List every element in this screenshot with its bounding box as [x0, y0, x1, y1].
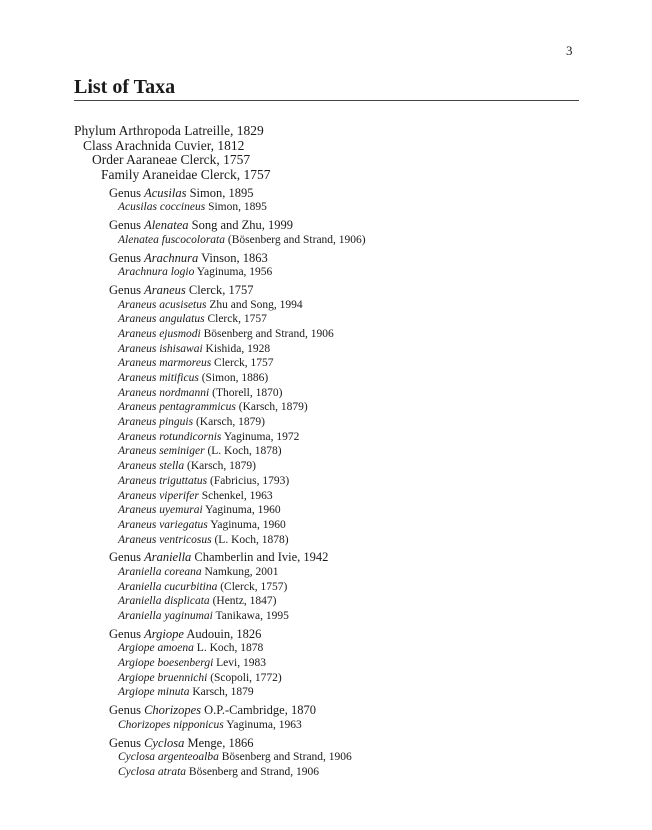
taxon-author: (Karsch, 1879)	[184, 460, 256, 473]
taxon-row	[74, 356, 584, 371]
taxon-author: Yaginuma, 1956	[194, 266, 273, 279]
taxon-rank: Genus	[109, 185, 145, 200]
taxon-name: Araneus	[144, 282, 186, 297]
taxon-name: Araniella coreana	[118, 565, 202, 578]
taxon-rank: Genus	[109, 735, 145, 750]
taxon-name: Araneus mitificus	[118, 372, 199, 384]
title-rule	[74, 100, 579, 101]
taxon-name: Araneus ejusmodi	[118, 327, 201, 340]
taxon-row	[74, 594, 584, 609]
taxon-name: Arachnura	[144, 250, 199, 265]
taxon-author: Clerck, 1757	[204, 313, 267, 326]
taxon-name: Araneus uyemurai	[118, 504, 203, 517]
taxon-name: Araneus rotundicornis	[118, 430, 222, 443]
taxon-author: Audouin, 1826	[183, 626, 262, 641]
taxon-name: Argiope	[144, 626, 184, 641]
taxon-row	[74, 518, 584, 533]
taxon-rank: Order Aaraneae Clerck, 1757	[92, 152, 251, 168]
taxon-row	[74, 580, 584, 595]
taxon-row	[74, 371, 584, 386]
taxon-name: Araneus variegatus	[118, 518, 208, 531]
taxon-name: Cyclosa argenteoalba	[118, 751, 219, 764]
taxon-author: (Bösenberg and Strand, 1906)	[225, 233, 366, 246]
taxon-row	[74, 265, 584, 280]
taxon-author: Chamberlin and Ivie, 1942	[191, 550, 329, 565]
taxon-row	[74, 685, 584, 700]
taxon-author: Clerck, 1757	[185, 282, 254, 297]
taxon-name: Argiope minuta	[118, 686, 190, 699]
taxon-row	[74, 312, 584, 327]
taxon-row	[74, 124, 584, 139]
taxon-name: Araneus ishisawai	[118, 342, 203, 355]
taxon-row	[74, 386, 584, 401]
taxon-rank: Genus	[109, 250, 145, 265]
taxon-author: Namkung, 2001	[201, 565, 279, 578]
taxon-name: Araniella yaginumai	[118, 610, 213, 622]
taxon-row	[74, 327, 584, 342]
taxon-author: Tanikawa, 1995	[212, 610, 289, 622]
taxon-author: (Fabricius, 1793)	[207, 474, 290, 487]
taxon-author: Menge, 1866	[184, 735, 254, 750]
taxon-row	[74, 218, 584, 233]
taxon-author: (L. Koch, 1878)	[211, 533, 289, 546]
taxon-author: (Karsch, 1879)	[235, 401, 308, 414]
taxon-author: Yaginuma, 1963	[223, 718, 302, 731]
taxon-name: Araneus angulatus	[118, 313, 205, 326]
taxon-author: Vinson, 1863	[198, 250, 268, 265]
taxon-row	[74, 656, 584, 671]
taxon-author: Song and Zhu, 1999	[188, 218, 294, 233]
taxon-name: Araneus ventricosus	[118, 533, 212, 546]
taxon-name: Araneus acusisetus	[118, 298, 207, 311]
taxon-row	[74, 233, 584, 248]
taxon-row	[74, 718, 584, 733]
taxon-name: Alenatea fuscocolorata	[118, 233, 225, 246]
taxa-list	[74, 124, 584, 780]
taxon-name: Araneus nordmanni	[118, 386, 210, 399]
taxon-name: Araneus pentagrammicus	[118, 401, 236, 414]
taxon-author: Karsch, 1879	[189, 686, 254, 699]
taxon-name: Argiope boesenbergi	[118, 657, 214, 670]
taxon-rank: Genus	[109, 626, 145, 641]
taxon-row	[74, 430, 584, 445]
taxon-rank: Phylum Arthropoda Latreille, 1829	[74, 123, 264, 138]
taxon-name: Araneus triguttatus	[118, 474, 208, 487]
taxon-name: Araniella cucurbitina	[118, 580, 218, 593]
taxon-row	[74, 503, 584, 518]
taxon-author: Yaginuma, 1960	[207, 518, 286, 531]
taxon-author: Bösenberg and Strand, 1906	[218, 751, 352, 764]
taxon-author: Bösenberg and Strand, 1906	[200, 327, 334, 340]
taxon-row	[74, 444, 584, 459]
taxon-author: (Clerck, 1757)	[217, 580, 288, 593]
taxon-row	[74, 627, 584, 642]
taxon-name: Arachnura logio	[118, 266, 195, 279]
taxon-row	[74, 550, 584, 565]
taxon-row	[74, 671, 584, 686]
taxon-name: Araneus stella	[118, 460, 185, 473]
taxon-row	[74, 342, 584, 357]
page-number: 3	[566, 43, 573, 58]
taxon-row	[74, 200, 584, 215]
taxon-name: Chorizopes nipponicus	[118, 718, 224, 731]
taxon-row	[74, 750, 584, 765]
taxon-row	[74, 153, 584, 168]
taxon-row	[74, 489, 584, 504]
taxon-author: Schenkel, 1963	[198, 489, 273, 502]
taxon-author: (Karsch, 1879)	[193, 416, 265, 429]
taxon-row	[74, 168, 584, 183]
taxon-name: Araneus seminiger	[118, 445, 205, 458]
page-title: List of Taxa	[74, 76, 176, 98]
taxon-name: Araniella	[144, 550, 192, 565]
taxon-rank: Genus	[109, 550, 145, 565]
taxon-author: (Hentz, 1847)	[209, 595, 277, 608]
taxon-author: Bösenberg and Strand, 1906	[186, 765, 320, 778]
taxon-row	[74, 565, 584, 580]
taxon-author: (L. Koch, 1878)	[204, 445, 282, 458]
taxon-name: Chorizopes	[144, 703, 202, 718]
taxon-row	[74, 609, 584, 624]
taxon-name: Acusilas coccineus	[118, 201, 206, 214]
taxon-author: Clerck, 1757	[211, 357, 274, 370]
taxon-name: Araneus viperifer	[118, 489, 199, 502]
taxon-name: Acusilas	[144, 185, 187, 200]
taxon-name: Araneus marmoreus	[118, 357, 212, 370]
taxon-row	[74, 283, 584, 298]
taxon-author: Yaginuma, 1972	[221, 430, 300, 443]
taxon-author: (Scopoli, 1772)	[207, 671, 282, 684]
taxon-author: Levi, 1983	[213, 657, 266, 670]
taxon-row	[74, 298, 584, 313]
taxon-rank: Genus	[109, 282, 145, 297]
taxon-row	[74, 533, 584, 548]
taxon-row	[74, 415, 584, 430]
taxon-name: Cyclosa atrata	[118, 765, 187, 778]
taxon-rank: Genus	[109, 218, 145, 233]
taxon-row	[74, 251, 584, 266]
taxon-author: Kishida, 1928	[202, 342, 271, 355]
taxon-name: Argiope amoena	[118, 642, 194, 655]
taxon-author: L. Koch, 1878	[193, 642, 264, 655]
taxon-name: Cyclosa	[144, 735, 185, 750]
taxon-row	[74, 736, 584, 751]
taxon-rank: Class Arachnida Cuvier, 1812	[83, 137, 245, 153]
taxon-row	[74, 139, 584, 154]
taxon-row	[74, 186, 584, 201]
taxon-row	[74, 474, 584, 489]
taxon-row	[74, 641, 584, 656]
taxon-author: Zhu and Song, 1994	[206, 298, 303, 311]
taxon-author: Yaginuma, 1960	[202, 504, 281, 517]
taxon-row	[74, 703, 584, 718]
taxon-name: Alenatea	[144, 218, 189, 233]
taxon-name: Argiope bruennichi	[118, 671, 208, 684]
taxon-row	[74, 400, 584, 415]
taxon-author: O.P.-Cambridge, 1870	[201, 703, 316, 718]
taxon-author: (Simon, 1886)	[198, 372, 269, 384]
taxon-rank: Genus	[109, 703, 145, 718]
taxon-row	[74, 459, 584, 474]
taxon-author: Simon, 1895	[186, 185, 254, 200]
taxon-rank: Family Araneidae Clerck, 1757	[101, 167, 271, 183]
taxon-row	[74, 765, 584, 780]
taxon-author: Simon, 1895	[205, 201, 267, 214]
taxon-author: (Thorell, 1870)	[209, 386, 283, 399]
taxon-name: Araniella displicata	[118, 595, 210, 608]
taxon-name: Araneus pinguis	[118, 416, 194, 429]
